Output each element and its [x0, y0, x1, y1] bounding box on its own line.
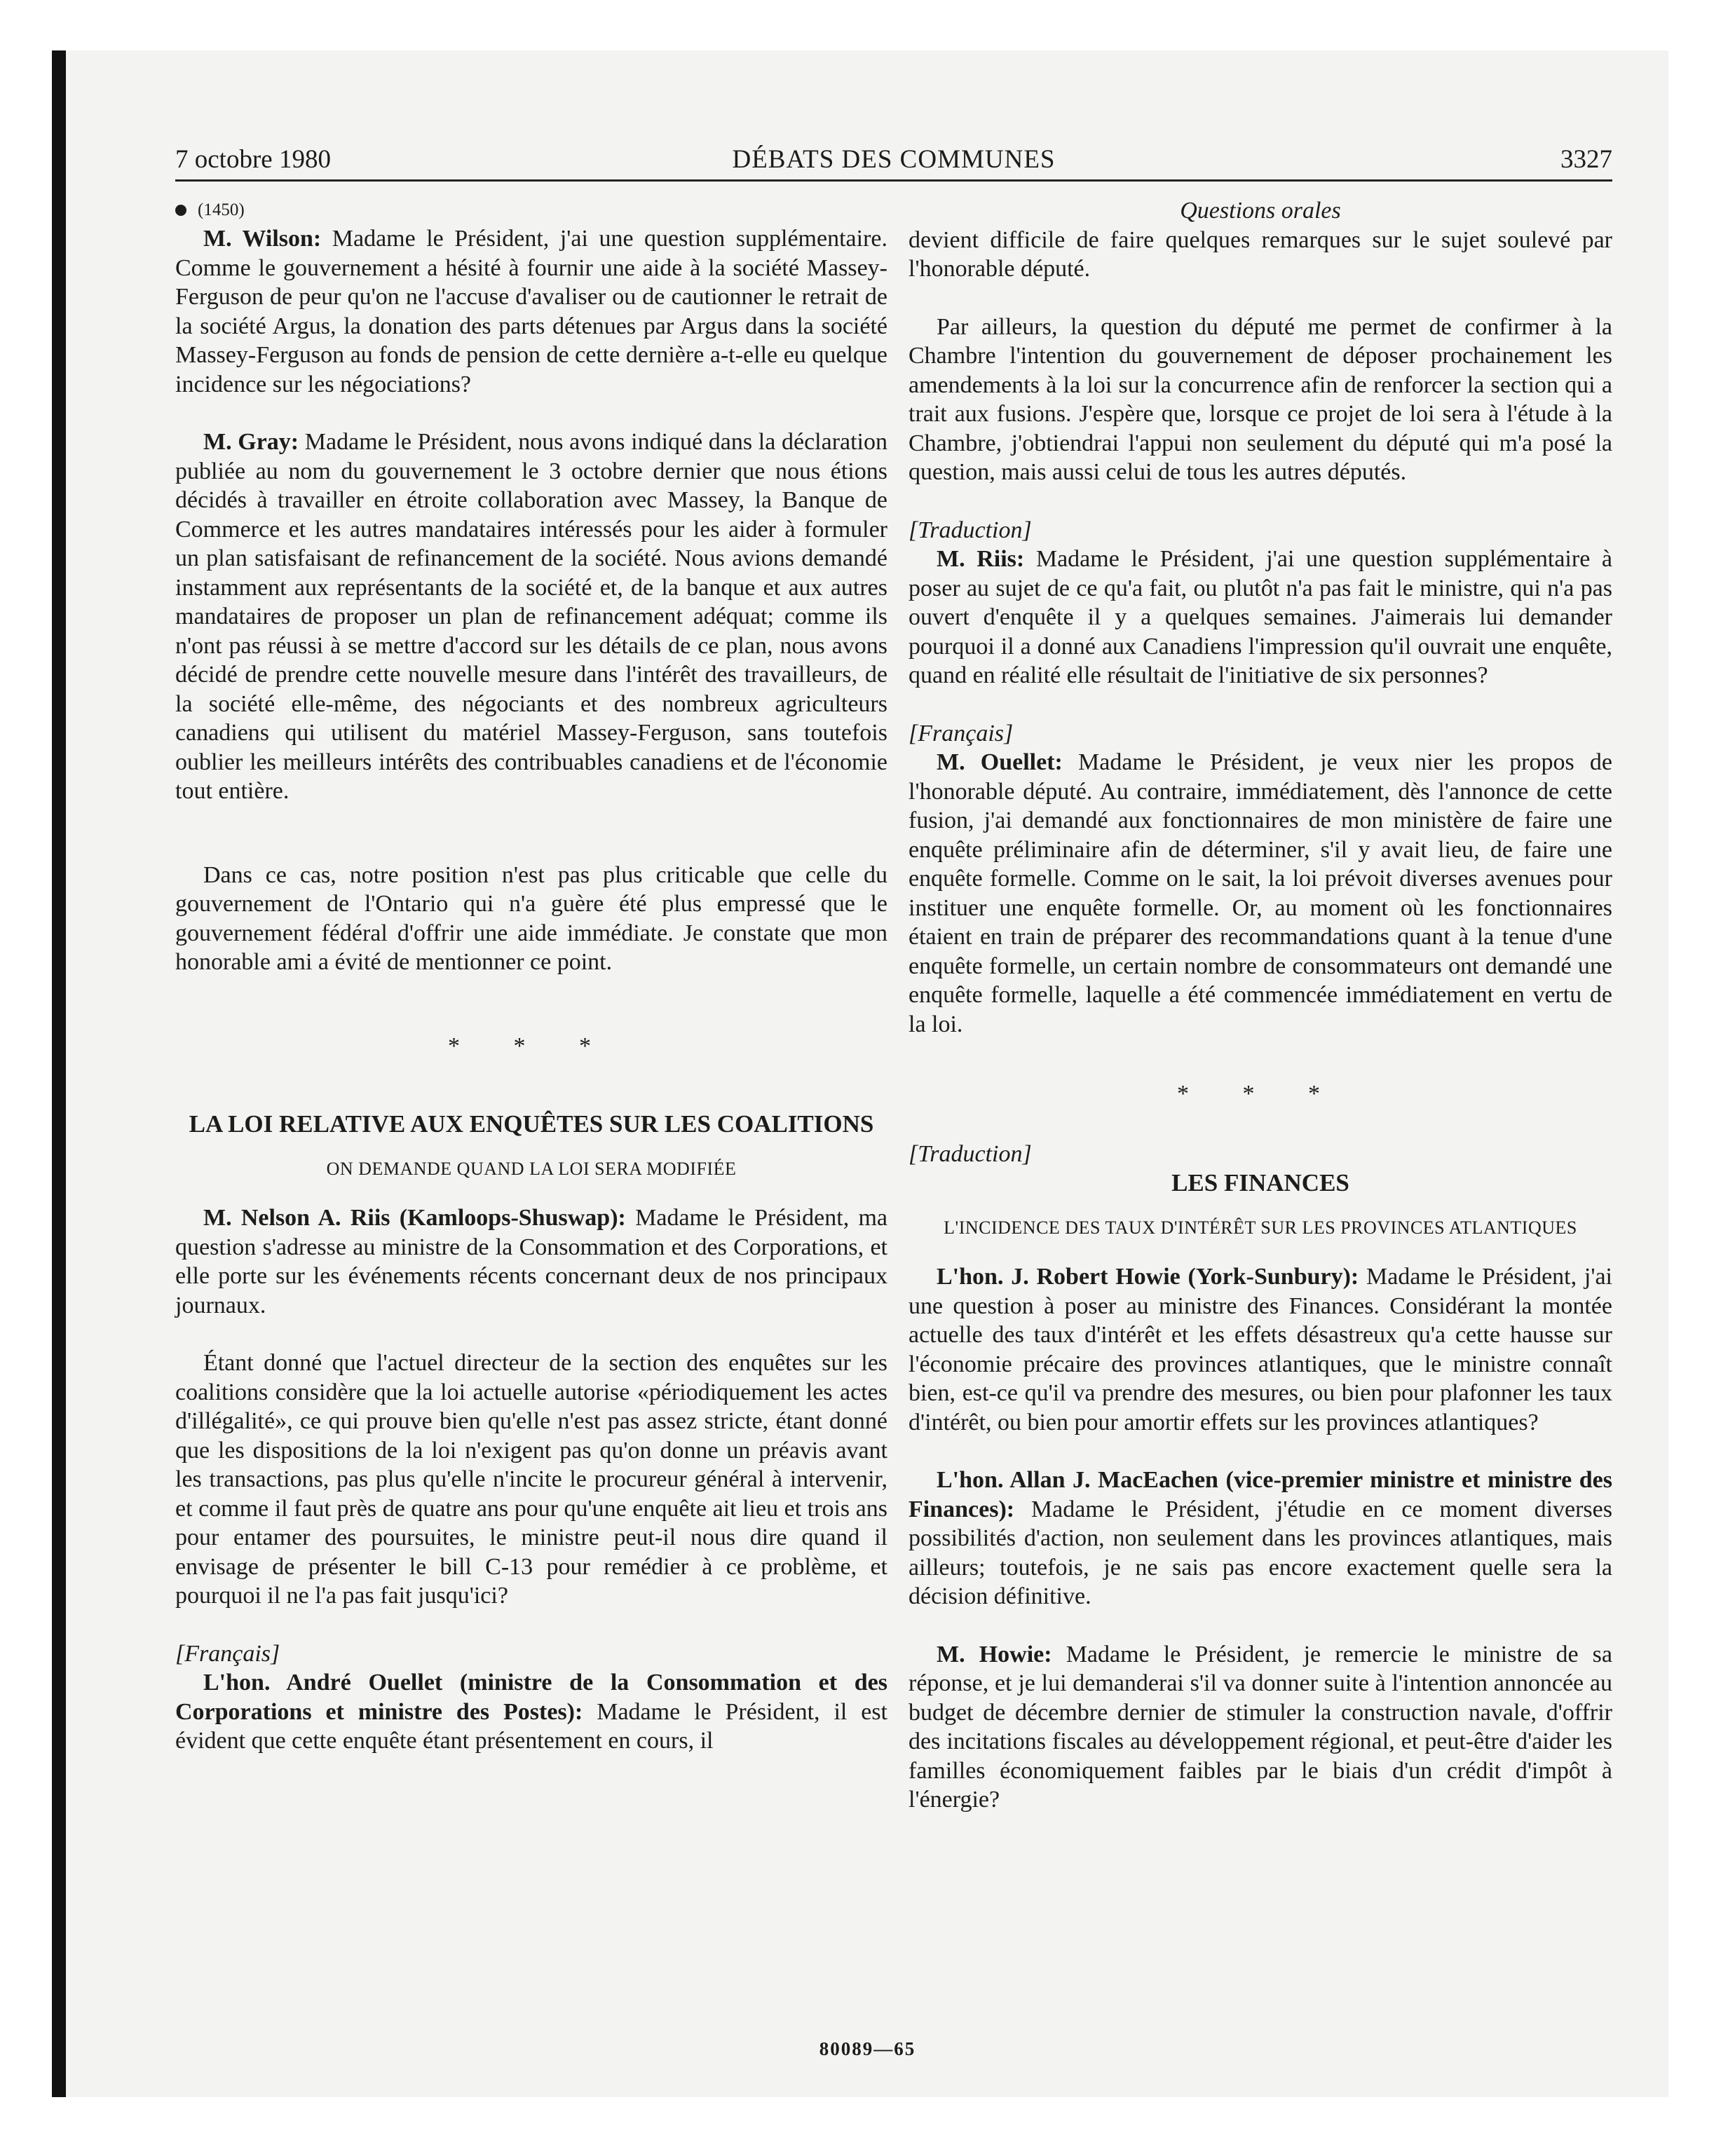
- page-header: [175, 143, 1612, 182]
- paragraph: L'hon. J. Robert Howie (York-Sunbury): Madame le Président, j'ai une question à poser au ministre des Finances. Considérant la montée actuelle des taux d'intérêt et les effets désastreux qu'a cette hausse sur l'économie précaire des provinces atlantiques, que le ministre connaît bien, est-ce qu'il va prendre des mesures, ou bien pour plafonner les taux d'intérêt, ou bien pour amortir effets sur les provinces atlantiques?: [909, 1264, 1612, 1435]
- language-tag: [Traduction]: [909, 1140, 1032, 1167]
- scan-edge: [52, 50, 66, 2097]
- time-marker: (1450): [175, 196, 887, 224]
- paragraph: devient difficile de faire quelques remarques sur le sujet soulevé par l'honorable député.: [909, 226, 1612, 282]
- speaker-name: L'hon. J. Robert Howie (York-Sunbury):: [937, 1264, 1359, 1290]
- left-column: [175, 196, 887, 1756]
- section-subheading: ON DEMANDE QUAND LA LOI SERA MODIFIÉE: [326, 1159, 737, 1179]
- paragraph: M. Ouellet: Madame le Président, je veux nier les propos de l'honorable député. Au contraire, immédiatement, dès l'annonce de cette fusion, j'ai demandé aux fonctionnaires de mon ministère de faire une enquête préliminaire afin de déterminer, s'il y avait lieu, de faire une enquête formelle. Comme on le sait, la loi prévoit diverses avenues pour instituer une enquête formelle. Or, au moment où les fonctionnaires étaient en train de préparer des recommandations quant à la tenue d'une enquête formelle, un certain nombre de consommateurs ont demandé une enquête formelle, laquelle a été commencée immédiatement en vertu de la loi.: [909, 749, 1612, 1037]
- running-head: Questions orales: [1180, 198, 1341, 224]
- speaker-name: M. Nelson A. Riis (Kamloops-Shuswap):: [203, 1205, 626, 1231]
- header-page-number: 3327: [1560, 145, 1612, 174]
- paragraph: M. Wilson: Madame le Président, j'ai une question supplémentaire. Comme le gouvernement a hésité à fournir une aide à la société Massey-Ferguson de peur qu'on ne l'accuse d'avaliser ou de cautionner le retrait de la société Argus, la donation des parts détenues par Argus dans la société Massey-Ferguson au fonds de pension de cette dernière a-t-elle eu quelque incidence sur les négociations?: [175, 226, 887, 397]
- footer-code: 80089—65: [819, 2038, 916, 2059]
- language-tag: [Français]: [909, 720, 1014, 746]
- paragraph: M. Nelson A. Riis (Kamloops-Shuswap): Madame le Président, ma question s'adresse au ministre de la Consommation et des Corporations, et elle porte sur les événements récents concernant deux de nos principaux journaux.: [175, 1205, 887, 1318]
- paragraph: Dans ce cas, notre position n'est pas plus criticable que celle du gouvernement de l'Ontario qui n'a guère été plus empressé que le gouvernement fédéral d'offrir une aide immédiate. Je constate que mon honorable ami a évité de mentionner ce point.: [175, 861, 887, 975]
- speaker-name: L'hon. André Ouellet (ministre de la Consommation et des Corporations et ministre des Postes):: [175, 1670, 887, 1725]
- paragraph: M. Riis: Madame le Président, j'ai une question supplémentaire à poser au sujet de ce qu'a fait, ou plutôt n'a pas fait le ministre, qui n'a pas ouvert d'enquête il y a quelques semaines. J'aimerais lui demander pourquoi il a donné aux Canadiens l'impression qu'il ouvrait une enquête, quand en réalité elle résultait de l'initiative de six personnes?: [909, 546, 1613, 688]
- section-heading: LES FINANCES: [1171, 1169, 1349, 1196]
- right-column: [909, 196, 1612, 1815]
- paragraph: M. Gray: Madame le Président, nous avons indiqué dans la déclaration publiée au nom du gouvernement le 3 octobre dernier que nous étions décidés à travailler en étroite collaboration avec Massey, la Banque de Commerce et les autres mandataires intéressés pour les aider à formuler un plan satisfaisant de refinancement de la société. Nous avions demandé instamment aux représentants de la société et, de la banque et aux autres mandataires de proposer un plan de refinancement adéquat; comme ils n'ont pas réussi à se mettre d'accord sur les détails de ce plan, nous avons décidé de prendre cette nouvelle mesure dans l'intérêt des travailleurs, de la société elle-même, des négociants et des nombreux agriculteurs canadiens qui utilisent du matériel Massey-Ferguson, sans toutefois oublier les meilleurs intérêts des contribuables canadiens et de l'économie tout entière.: [175, 429, 888, 804]
- header-title: DÉBATS DES COMMUNES: [732, 145, 1056, 174]
- speaker-name: M. Howie:: [937, 1641, 1052, 1667]
- section-heading: LA LOI RELATIVE AUX ENQUÊTES SUR LES COALITIONS: [189, 1110, 874, 1138]
- language-tag: [Français]: [175, 1640, 280, 1667]
- paragraph: L'hon. André Ouellet (ministre de la Consommation et des Corporations et ministre des Postes): Madame le Président, il est évident que cette enquête étant présentement en cours, il: [175, 1670, 888, 1754]
- paragraph: Étant donné que l'actuel directeur de la section des enquêtes sur les coalitions considère que la loi actuelle autorise «périodiquement les actes d'illégalité», ce qui prouve bien qu'elle n'est pas assez stricte, étant donné que les dispositions de la loi n'exigent pas qu'on donne un préavis avant les transactions, pas plus qu'elle n'incite le procureur général à intervenir, et comme il faut près de quatre ans pour qu'une enquête ait lieu et trois ans pour entamer des poursuites, le ministre peut-il nous dire quand il envisage de présenter le bill C-13 pour remédier à ce problème, et pourquoi il ne l'a pas fait jusqu'ici?: [175, 1350, 887, 1609]
- paragraph: L'hon. Allan J. MacEachen (vice-premier ministre et ministre des Finances): Madame le Président, j'étudie en ce moment diverses possibilités d'action, non seulement dans les provinces atlantiques, mais ailleurs; toutefois, je ne sais pas encore exactement quelle sera la décision définitive.: [909, 1467, 1612, 1609]
- language-tag: [Traduction]: [909, 517, 1032, 543]
- speaker-name: M. Gray:: [203, 429, 299, 455]
- header-date: 7 octobre 1980: [175, 145, 331, 174]
- speaker-name: M. Wilson:: [203, 226, 322, 252]
- section-separator: * * *: [448, 1032, 615, 1059]
- paragraph: M. Howie: Madame le Président, je remercie le ministre de sa réponse, et je lui demanderai s'il va donner suite à l'intention annoncée au budget de décembre dernier de stimuler la construction navale, d'offrir des incitations fiscales au développement régional, et peut-être d'aider les familles économiquement faibles par le biais d'un crédit d'impôt à l'énergie?: [909, 1641, 1613, 1813]
- speaker-name: L'hon. Allan J. MacEachen (vice-premier ministre et ministre des Finances):: [909, 1467, 1612, 1522]
- section-subheading: L'INCIDENCE DES TAUX D'INTÉRÊT SUR LES PROVINCES ATLANTIQUES: [944, 1217, 1577, 1238]
- bullet-icon: [175, 205, 186, 216]
- paragraph: Par ailleurs, la question du député me permet de confirmer à la Chambre l'intention du gouvernement de déposer prochainement les amendements à la loi sur la concurrence afin de renforcer la section qui a trait aux fusions. J'espère que, lorsque ce projet de loi sera à l'étude à la Chambre, j'obtiendrai l'appui non seulement du député qui m'a posé la question, mais aussi celui de tous les autres députés.: [909, 313, 1612, 485]
- speaker-name: M. Ouellet:: [937, 749, 1063, 775]
- speaker-name: M. Riis:: [937, 546, 1025, 572]
- section-separator: * * *: [1177, 1081, 1344, 1107]
